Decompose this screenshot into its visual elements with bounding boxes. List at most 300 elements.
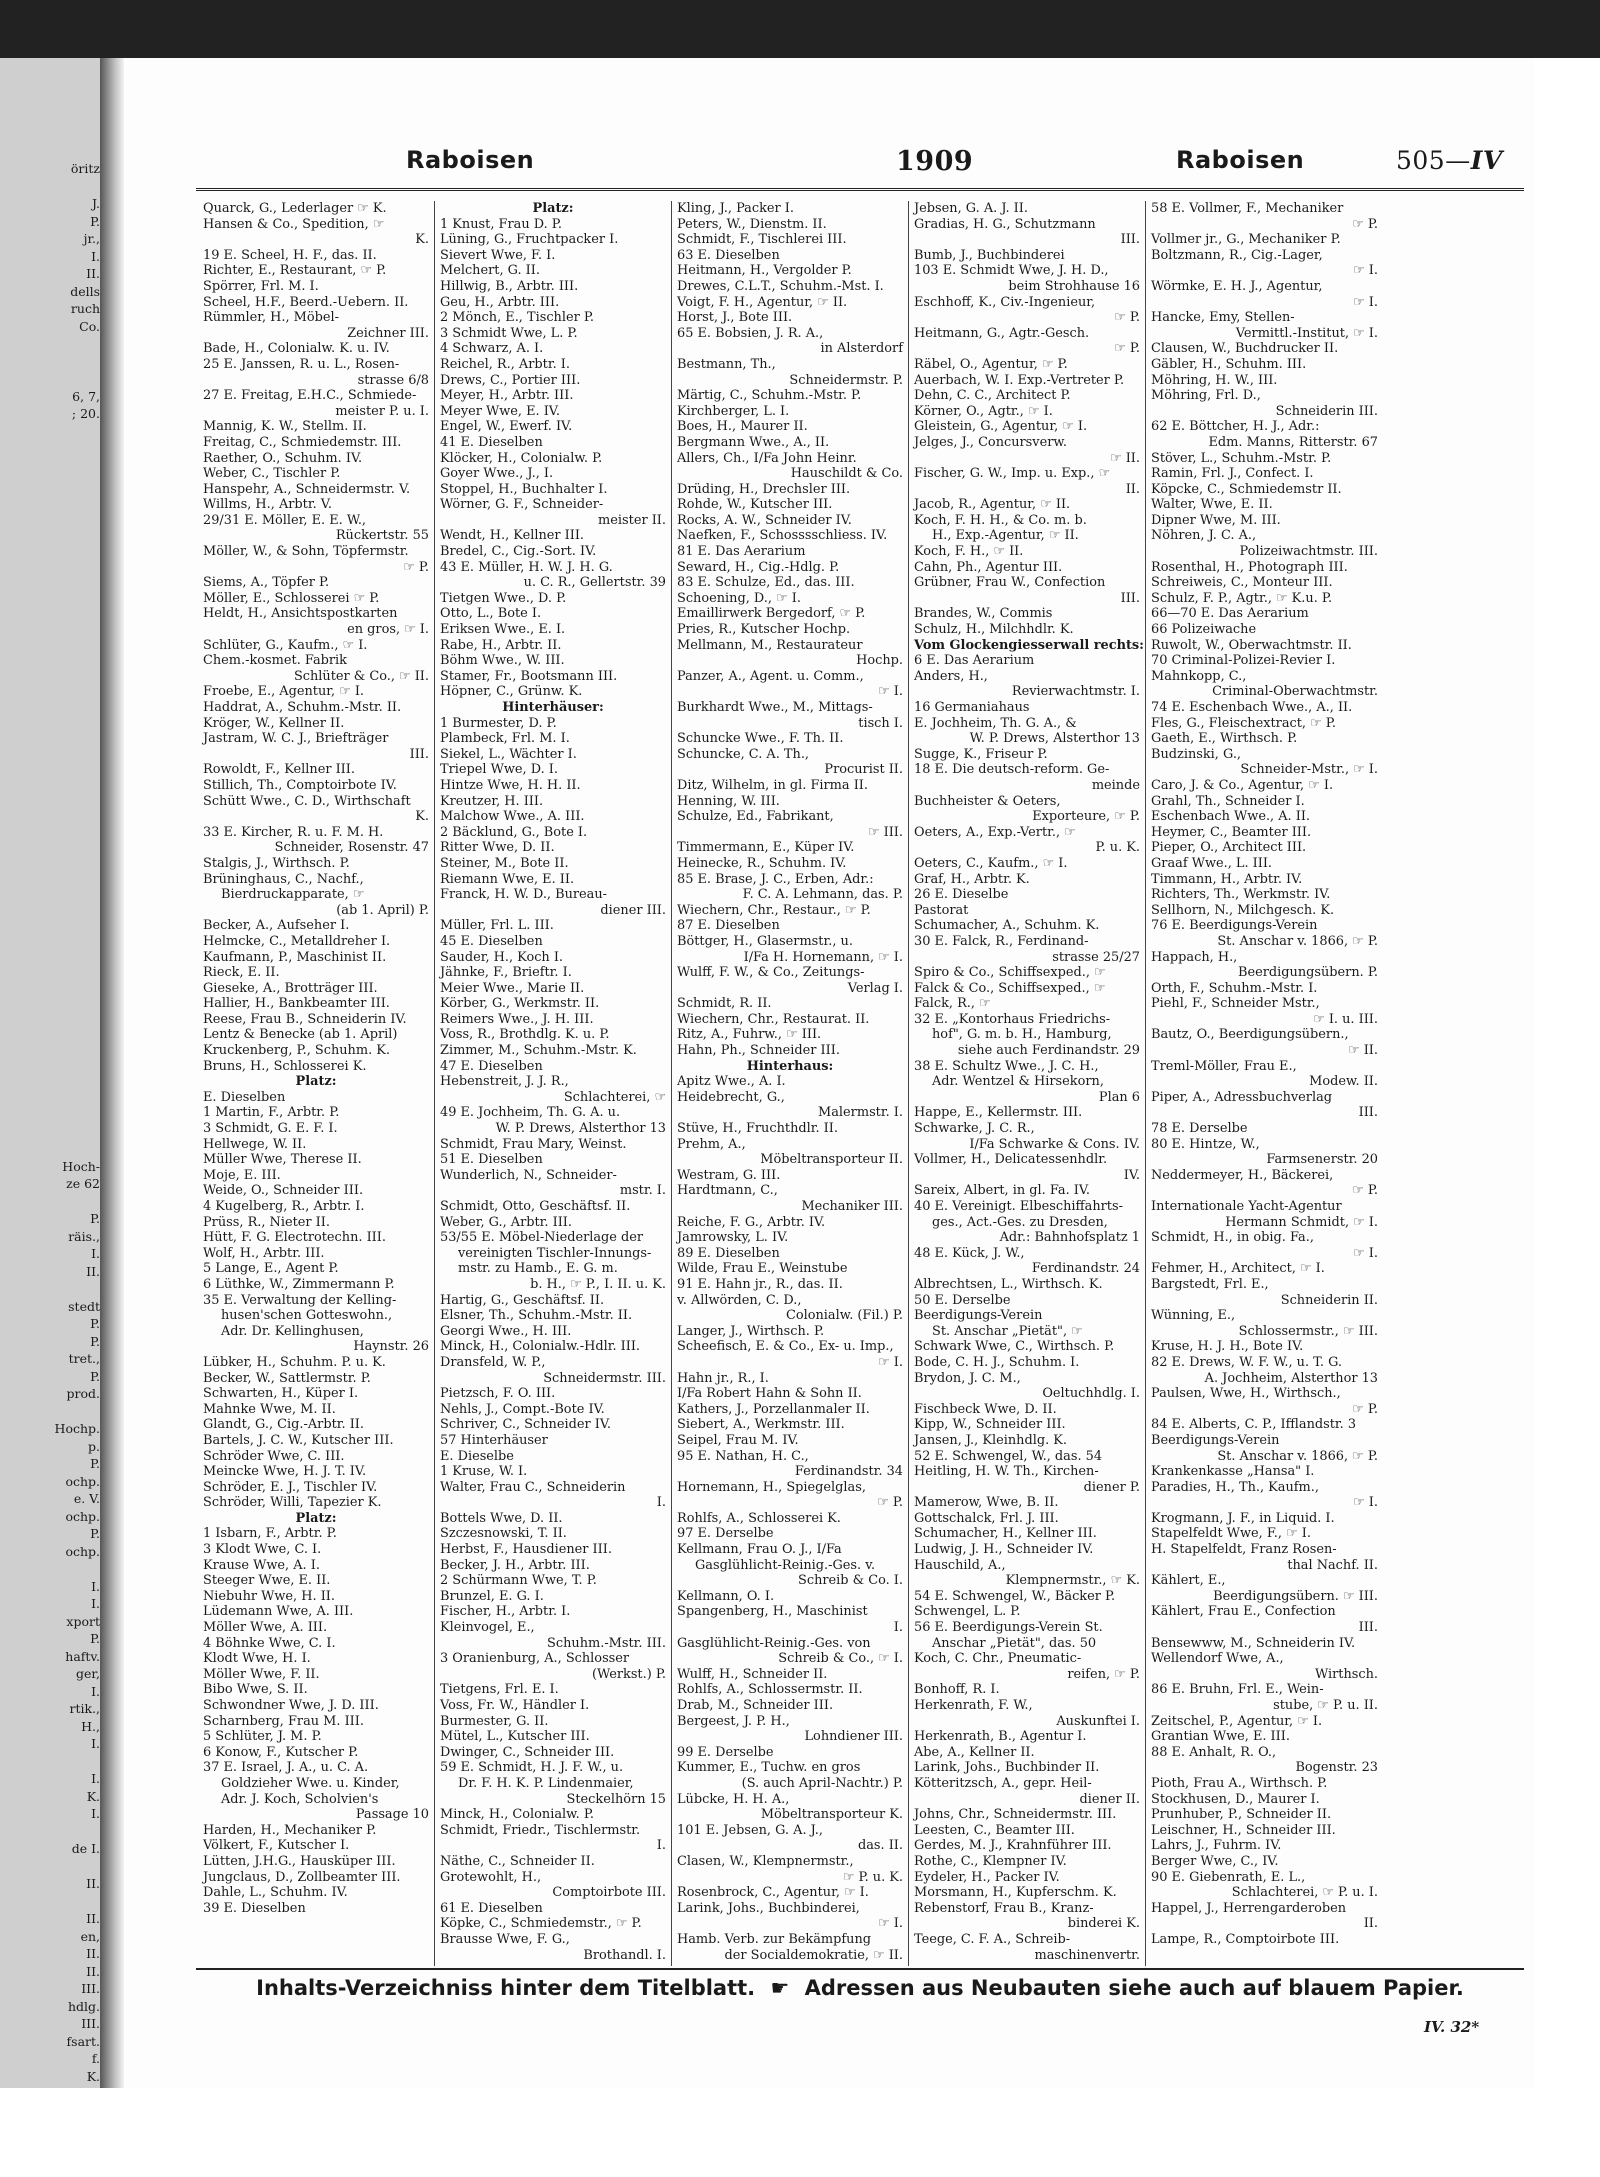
directory-entry: 97 E. Derselbe [677,1526,774,1542]
directory-entry: Zeitschel, P., Agentur, ☞ I. [1151,1713,1323,1729]
left-page-fragment: P. [90,1631,100,1646]
directory-entry: Wiechern, Chr., Restaur., ☞ P. [677,902,871,918]
directory-entry: 87 E. Dieselben [677,918,780,934]
directory-entry: I. [893,1620,903,1636]
directory-entry: ☞ I. [878,1354,903,1370]
directory-entry: Gradias, H. G., Schutzmann [914,216,1096,232]
left-page-fragment: III. [81,1981,100,1996]
left-page-fragment [0,895,104,913]
directory-entry: Internationale Yacht-Agentur [1151,1199,1342,1214]
directory-entry: Morsmann, H., Kupferschm. K. [914,1885,1117,1901]
left-page-fragment: ; 20. [71,406,100,421]
directory-entry: Oeters, A., Exp.-Vertr., ☞ [914,824,1076,840]
directory-entry: Bibo Wwe, S. II. [203,1682,308,1698]
directory-entry: b. H., ☞ P., I. II. u. K. [530,1276,666,1292]
directory-entry: Schlachterei, ☞ [563,1089,666,1105]
directory-entry: Spangenberg, H., Maschinist [677,1604,868,1620]
left-page-fragment: K. [86,2068,100,2084]
directory-entry: strasse 6/8 [357,372,429,388]
directory-entry: Schuhm.-Mstr. III. [547,1635,666,1651]
directory-entry: Bensewww, M., Schneiderin IV. [1151,1635,1356,1651]
left-page-fragment: P. [90,1333,100,1349]
directory-entry: 51 E. Dieselben [440,1152,543,1168]
left-page-fragment: J. [91,196,100,211]
directory-entry: Schulz, F. P., Agtr., ☞ K.u. P. [1151,590,1333,606]
directory-entry: ☞ P. [1352,1401,1378,1417]
directory-entry: 2 Bäcklund, G., Bote I. [440,824,588,840]
directory-entry: ☞ I. u. III. [1313,1011,1378,1027]
directory-entry: Voss, Fr. W., Händler I. [440,1698,590,1713]
directory-entry: Stockhusen, D., Maurer I. [1151,1791,1320,1807]
directory-entry: Schreib & Co. I. [798,1573,903,1589]
directory-entry: Weber, C., Tischler P. [203,466,341,482]
directory-entry: Falck, R., ☞ [914,996,991,1012]
directory-entry: I. [656,1838,666,1854]
left-page-fragment [0,598,104,616]
directory-entry: Haddrat, A., Schuhm.-Mstr. II. [203,700,402,715]
directory-entry: III. [1358,1620,1378,1636]
directory-entry: Pastorat [914,902,969,918]
directory-entry: 84 E. Alberts, C. P., Ifflandstr. 3 [1151,1417,1357,1433]
directory-entry: Seipel, Frau M. IV. [677,1432,799,1448]
directory-entry: Klodt Wwe, H. I. [203,1651,311,1667]
directory-entry: Brandes, W., Commis [914,606,1053,622]
directory-entry: Bredel, C., Cig.-Sort. IV. [440,544,597,560]
directory-entry: 32 E. „Kontorhaus Friedrichs- [914,1011,1111,1027]
left-page-fragment: en, [80,1928,100,1944]
directory-entry: Ditz, Wilhelm, in gl. Firma II. [677,777,868,793]
directory-entry: ☞ P. [877,1495,903,1511]
directory-entry: Drab, M., Schneider III. [677,1698,834,1713]
directory-entry: Quarck, G., Lederlager ☞ K. [203,201,387,216]
directory-entry: Wulff, F. W., & Co., Zeitungs- [677,965,865,981]
directory-entry: Schmidt, H., in obig. Fa., [1151,1230,1314,1246]
directory-entry: Gäbler, H., Schuhm. III. [1151,356,1307,372]
directory-entry: Rümmler, H., Möbel- [203,310,339,326]
directory-entry: Lütten, J.H.G., Hausküper III. [203,1853,396,1869]
left-page-fragment [0,808,104,826]
directory-entry: III. [1120,590,1140,606]
directory-entry: 1 Martin, F., Arbtr. P. [203,1105,340,1121]
directory-entry: Bargstedt, Frl. E., [1151,1276,1269,1292]
directory-entry: Mechaniker III. [801,1199,903,1214]
directory-entry: 63 E. Dieselben [677,247,780,263]
directory-entry: Eriksen Wwe., E. I. [440,622,566,638]
directory-entry: Graf, H., Arbtr. K. [914,871,1030,887]
directory-entry: Jacob, R., Agentur, ☞ II. [914,497,1071,513]
directory-entry: Jamrowsky, L. IV. [677,1230,789,1246]
directory-entry: ☞ I. [1353,294,1378,310]
directory-entry: Hahn jr., R., I. [677,1370,769,1386]
directory-entry: Bonhoff, R. I. [914,1682,1000,1698]
directory-entry: das. II. [857,1838,903,1854]
left-page-fragment: prod. [66,1386,100,1401]
directory-entry: Albrechtsen, L., Wirthsch. K. [914,1276,1103,1292]
directory-entry: Klempnermstr., ☞ K. [1005,1573,1140,1589]
left-page-fragment [0,860,104,878]
directory-entry: 59 E. Schmidt, H. J. F. W., u. [440,1760,624,1776]
directory-entry: Kählert, E., [1151,1573,1226,1589]
directory-entry: Lentz & Benecke (ab 1. April) [203,1027,398,1043]
directory-entry: Jansen, J., Kleinhdlg. K. [914,1432,1068,1448]
header-year: 1909 [896,146,974,177]
directory-entry: 103 E. Schmidt Wwe, J. H. D., [914,263,1109,279]
directory-entry: Möller Wwe, A. III. [203,1620,328,1636]
left-page-fragment [0,1035,104,1053]
directory-entry: Szczesnowski, T. II. [440,1526,567,1542]
left-page-fragment: tret., [68,1351,100,1366]
pointing-hand-icon: ☛ [770,1976,790,2000]
directory-entry: Lübcke, H. H. A., [677,1791,790,1807]
directory-entry: Verlag I. [847,980,903,996]
directory-entry: 3 Oranienburg, A., Schlosser [440,1651,630,1667]
directory-entry: Hahn, Ph., Schneider III. [677,1043,840,1059]
directory-entry: 66—70 E. Das Aerarium [1151,606,1309,622]
directory-entry: H., Exp.-Agentur, ☞ II. [932,528,1079,544]
directory-entry: Spiro & Co., Schiffsexped., ☞ [914,965,1106,981]
left-page-fragment: I. [91,1736,100,1751]
directory-entry: Grahl, Th., Schneider I. [1151,793,1305,809]
directory-entry: Treml-Möller, Frau E., [1151,1058,1297,1074]
directory-entry: Schwarke, J. C. R., [914,1121,1035,1137]
directory-entry: siehe auch Ferdinandstr. 29 [957,1043,1140,1059]
left-page-fragment [0,423,104,441]
directory-entry: Reichel, R., Arbtr. I. [440,356,570,372]
left-page-fragment: 6, 7, [72,388,100,404]
directory-entry: St. Anschar v. 1866, ☞ P. [1217,1448,1378,1464]
directory-entry: Bierdruckapparate, ☞ [221,887,365,903]
directory-entry: Fehmer, H., Architect, ☞ I. [1151,1261,1325,1277]
directory-entry: 6 Konow, F., Kutscher P. [203,1744,359,1760]
directory-entry: Minck, H., Colonialw.-Hdlr. III. [440,1339,641,1355]
directory-entry: Mütel, L., Kutscher III. [440,1729,590,1745]
directory-entry: 16 Germaniahaus [914,700,1030,715]
directory-entry: meister P. u. I. [335,403,429,419]
directory-entry: Jungclaus, D., Zollbeamter III. [203,1869,401,1885]
directory-entry: Schlüter, G., Kaufm., ☞ I. [203,637,368,653]
directory-entry: reifen, ☞ P. [1067,1666,1140,1682]
directory-entry: Pieper, O., Architect III. [1151,840,1307,856]
directory-entry: Dahle, L., Schuhm. IV. [203,1885,348,1901]
directory-entry: Farmsenerstr. 20 [1266,1152,1378,1168]
left-page-fragment [0,1403,104,1421]
directory-entry: Stöver, L., Schuhm.-Mstr. P. [1151,450,1332,466]
directory-entry: Harden, H., Mechaniker P. [203,1822,377,1838]
left-page-fragment: öritz [70,161,100,176]
directory-entry: Gerdes, M. J., Krahnführer III. [914,1838,1112,1854]
directory-entry: I. [656,1495,666,1511]
directory-entry: Larink, Johs., Buchbinder II. [914,1760,1100,1776]
left-page-fragment: I. [91,1596,100,1611]
directory-entry: Jähnke, F., Brieftr. I. [440,965,572,981]
directory-entry: Herbst, F., Hausdiener III. [440,1542,612,1558]
directory-entry: 3 Schmidt Wwe, L. P. [440,325,578,341]
directory-entry: Weber, G., Arbtr. III. [440,1214,572,1230]
left-page-fragment [0,1193,104,1211]
directory-entry: Walter, Frau C., Schneiderin [440,1479,626,1495]
directory-entry: Heitling, H. W. Th., Kirchen- [914,1464,1099,1480]
directory-entry: Schoening, D., ☞ I. [677,590,801,606]
directory-entry: Wörmke, E. H. J., Agentur, [1151,278,1323,294]
directory-entry: 45 E. Dieselben [440,933,543,949]
left-page-fragment [0,563,104,581]
directory-entry: Heldt, H., Ansichtspostkarten [203,606,398,622]
directory-entry: ☞ III. [867,824,903,840]
directory-entry: stube, ☞ P. u. II. [1273,1698,1378,1713]
directory-entry: Minck, H., Colonialw. P. [440,1807,594,1823]
directory-entry: Riemann Wwe, E. II. [440,871,575,887]
directory-entry: Möhring, Frl. D., [1151,388,1261,404]
directory-entry: 1 Burmester, D. P. [440,715,557,731]
directory-entry: Abe, A., Kellner II. [914,1744,1035,1760]
directory-entry: Ritz, A., Fuhrw., ☞ III. [677,1027,822,1043]
directory-entry: ☞ P. [1114,341,1140,357]
directory-entry: Burkhardt Wwe., M., Mittags- [677,700,873,715]
directory-entry: Polizeiwachtmstr. III. [1239,544,1378,560]
directory-entry: Orth, F., Schuhm.-Mstr. I. [1151,980,1318,996]
left-page-fragment: I. [91,1578,100,1594]
footer-rule [196,1968,1524,1970]
directory-entry: W. P. Drews, Alsterthor 13 [969,731,1140,747]
directory-entry: Freitag, C., Schmiedemstr. III. [203,434,402,450]
directory-entry: Steiner, M., Bote II. [440,855,569,871]
directory-entry: 33 E. Kircher, R. u. F. M. H. [203,824,384,840]
left-page-fragment: Hoch- [62,1158,100,1174]
directory-entry: Rowoldt, F., Kellner III. [203,762,355,778]
directory-entry: Koch, F. H. H., & Co. m. b. [914,512,1087,528]
directory-entry: Heidebrecht, G., [677,1089,785,1105]
directory-entry: ☞ I. [878,684,903,700]
directory-entry: Beerdigungsübern. P. [1238,965,1378,981]
directory-entry: Clausen, W., Buchdrucker II. [1151,341,1339,357]
directory-entry: Voss, R., Brothdlg. K. u. P. [440,1027,610,1043]
directory-entry: 27 E. Freitag, E.H.C., Schmiede- [203,388,417,404]
directory-entry: Eydeler, H., Packer IV. [914,1869,1060,1885]
directory-entry: 49 E. Jochheim, Th. G. A. u. [440,1105,621,1121]
directory-entry: Helmcke, C., Metalldreher I. [203,933,391,949]
directory-entry: Boes, H., Maurer II. [677,419,808,435]
directory-entry: Schmidt, R. II. [677,996,772,1012]
directory-entry: Berger Wwe, C., IV. [1151,1853,1279,1869]
directory-entry: Paradies, H., Th., Kaufm., [1151,1479,1319,1495]
left-page-fragment [0,703,104,721]
directory-entry: Hansen & Co., Spedition, ☞ [203,216,385,232]
directory-entry: Georgi Wwe., H. III. [440,1323,572,1339]
directory-entry: Criminal-Oberwachtmstr. [1212,684,1378,700]
directory-entry: Grübner, Frau W., Confection [914,575,1106,591]
left-page-fragment: haftv. [65,1648,100,1664]
directory-entry: u. C. R., Gellertstr. 39 [523,575,666,591]
directory-entry: Timmermann, E., Küper IV. [677,840,855,856]
left-page-fragment [0,948,104,966]
directory-entry: Kötteritzsch, A., gepr. Heil- [914,1775,1092,1791]
directory-entry: Möller, E., Schlosserei ☞ P. [203,590,380,606]
directory-entry: 80 E. Hintze, W., [1151,1136,1260,1152]
directory-entry: Bogenstr. 23 [1295,1760,1378,1776]
directory-entry: Gasglühlicht-Reinig.-Ges. v. [695,1557,876,1573]
directory-entry: 6 Lüthke, W., Zimmermann P. [203,1276,395,1292]
directory-entry: Nöhren, J. C. A., [1151,528,1257,544]
header-rule [196,188,1524,191]
directory-entry: Wunderlich, N., Schneider- [440,1167,617,1183]
directory-entry: Schneidermstr. III. [543,1370,666,1386]
left-page-fragment [0,1858,104,1876]
directory-entry: Rohlfs, A., Schlossermstr. II. [677,1682,863,1698]
directory-entry: 86 E. Bruhn, Frl. E., Wein- [1151,1682,1324,1698]
directory-entry: 38 E. Schultz Wwe., J. C. H., [914,1058,1099,1074]
header-page-number: 505—IV [1396,146,1503,175]
directory-entry: Bestmann, Th., [677,356,776,372]
scan-border-right [1534,58,1600,2088]
directory-entry: v. Allwörden, C. D., [677,1292,802,1308]
directory-entry: Schulz, H., Milchhdlr. K. [914,622,1074,638]
directory-entry: 3 Schmidt, G. E. F. I. [203,1121,338,1137]
left-page-fragment: II. [86,1963,100,1979]
directory-entry: Westram, G. III. [677,1167,781,1183]
directory-entry: 81 E. Das Aerarium [677,544,806,560]
directory-entry: Lampe, R., Comptoirbote III. [1151,1931,1340,1947]
directory-entry: Tietgens, Frl. E. I. [440,1682,559,1698]
directory-entry: der Socialdemokratie, ☞ II. [724,1947,903,1963]
section-heading: Hinterhaus: [746,1058,834,1074]
directory-entry: Bumb, J., Buchbinderei [914,247,1065,263]
directory-entry: Bottels Wwe, D. II. [440,1510,563,1526]
directory-entry: Möller, W., & Sohn, Töpfermstr. [203,544,409,560]
left-page-fragment [0,1123,104,1141]
directory-entry: 70 Criminal-Polizei-Revier I. [1151,653,1336,669]
directory-entry: Pioth, Frau A., Wirthsch. P. [1151,1775,1328,1791]
left-page-fragment: Hochp. [54,1421,100,1436]
directory-entry: 40 E. Vereinigt. Elbeschiffahrts- [914,1199,1123,1214]
left-page-edge [0,160,104,2084]
directory-entry: Reiche, F. G., Arbtr. IV. [677,1214,826,1230]
directory-entry: meister II. [598,512,666,528]
directory-entry: E. Dieselbe [440,1448,514,1464]
directory-entry: Gleistein, G., Agentur, ☞ I. [914,419,1088,435]
left-page-fragment [0,738,104,756]
directory-entry: Schneiderin II. [1280,1292,1378,1308]
directory-entry: Becker, A., Aufseher I. [203,918,350,934]
directory-entry: Drüding, H., Drechsler III. [677,481,851,497]
directory-entry: thal Nachf. II. [1287,1557,1378,1573]
directory-entry: Stoppel, H., Buchhalter I. [440,481,608,497]
directory-entry: Raether, O., Schuhm. IV. [203,450,363,466]
directory-entry: Hillwig, B., Arbtr. III. [440,278,579,294]
directory-entry: Auerbach, W. I. Exp.-Vertreter P. [914,372,1125,388]
directory-entry: Beerdigungs-Verein [914,1308,1043,1324]
left-page-fragment: I. [91,1246,100,1261]
directory-entry: Schumacher, H., Kellner III. [914,1526,1097,1542]
directory-entry: Fischbeck Wwe, D. II. [914,1401,1057,1417]
directory-entry: Schröder, E. J., Tischler IV. [203,1479,378,1495]
directory-entry: Sugge, K., Friseur P. [914,746,1048,762]
directory-entry: Meyer Wwe, E. IV. [440,403,560,419]
directory-entry: Schlüter & Co., ☞ II. [293,668,429,684]
directory-entry: Steckelhörn 15 [566,1791,666,1807]
left-page-fragment: III. [81,2016,100,2031]
directory-entry: Vollmer, H., Delicatessenhdlr. [914,1152,1108,1168]
directory-entry: Kirchberger, L. I. [677,403,790,419]
directory-entry: Bautz, O., Beerdigungsübern., [1151,1027,1349,1043]
directory-entry: Stüve, H., Fruchthdlr. II. [677,1121,838,1137]
left-page-fragment: II. [86,1911,100,1926]
directory-entry: 47 E. Dieselben [440,1058,543,1074]
directory-entry: Oeters, C., Kaufm., ☞ I. [914,855,1068,871]
section-heading: Vom Glockengiesserwall rechts: [914,637,1144,653]
directory-entry: Becker, W., Sattlermstr. P. [203,1370,371,1386]
directory-entry: 2 Mönch, E., Tischler P. [440,310,595,326]
directory-entry: Happe, E., Kellermstr. III. [914,1105,1083,1121]
directory-entry: Buchheister & Oeters, [914,793,1061,809]
left-page-fragment [0,1018,104,1036]
directory-entry: Böttger, H., Glasermstr., u. [677,933,853,949]
directory-entry: Dr. F. H. K. P. Lindenmaier, [458,1775,634,1791]
directory-entry: Brydon, J. C. M., [914,1370,1021,1386]
left-page-fragment [0,1753,104,1771]
directory-entry: Langer, J., Wirthsch. P. [677,1323,825,1339]
directory-entry: Adr. Dr. Kellinghusen, [221,1323,364,1339]
directory-entry: ☞ I. [1353,1245,1378,1261]
directory-entry: diener III. [600,902,666,918]
directory-entry: Rohde, W., Kutscher III. [677,497,833,513]
directory-entry: Schlachterei, ☞ P. u. I. [1231,1885,1378,1901]
directory-entry: 37 E. Israel, J. A., u. C. A. [203,1760,369,1776]
left-page-fragment [0,1088,104,1106]
directory-entry: ☞ I. [1353,1495,1378,1511]
left-page-fragment [0,335,104,353]
left-page-fragment [0,633,104,651]
directory-entry: 78 E. Derselbe [1151,1121,1248,1137]
directory-entry: Goldzieher Wwe. u. Kinder, [221,1775,400,1791]
directory-entry: Herkenrath, F. W., [914,1698,1033,1713]
directory-entry: Wörner, G. F., Schneider- [440,497,604,513]
directory-entry: Räbel, O., Agentur, ☞ P. [914,356,1068,372]
left-page-fragment: P. [90,213,100,229]
directory-entry: Rabe, H., Arbtr. II. [440,637,562,653]
directory-entry: 88 E. Anhalt, R. O., [1151,1744,1277,1760]
directory-entry: 1 Isbarn, F., Arbtr. P. [203,1526,337,1542]
directory-entry: Schriver, C., Schneider IV. [440,1417,611,1433]
directory-entry: Möller Wwe, F. II. [203,1666,320,1682]
directory-entry: Tietgen Wwe., D. P. [440,590,567,606]
directory-entry: Edm. Manns, Ritterstr. 67 [1208,434,1378,450]
directory-entry: Anschar „Pietät", das. 50 [932,1635,1097,1651]
directory-entry: 48 E. Kück, J. W., [914,1245,1025,1261]
left-page-fragment [0,650,104,668]
left-page-fragment: ochp. [65,1508,100,1524]
directory-entry: Dransfeld, W. P., [440,1354,546,1370]
directory-entry: II. [1363,1916,1378,1932]
left-page-fragment [0,843,104,861]
page-footer [196,1976,1524,2000]
left-page-fragment [0,720,104,738]
directory-entry: 18 E. Die deutsch-reform. Ge- [914,762,1110,778]
left-page-fragment [0,1140,104,1158]
directory-entry: 85 E. Brase, J. C., Erben, Adr.: [677,871,874,887]
directory-entry: Kummer, E., Tuchw. en gros [677,1760,861,1776]
directory-entry: Schneidermstr. P. [789,372,903,388]
left-page-fragment: II. [86,1876,100,1891]
left-page-fragment [0,965,104,983]
directory-entry: Fischer, H., Arbtr. I. [440,1604,571,1620]
directory-entry: Rothe, C., Klempner IV. [914,1853,1067,1869]
directory-entry: Rohlfs, A., Schlosserei K. [677,1510,841,1526]
directory-entry: Oeltuchhdlg. I. [1042,1386,1140,1402]
directory-entry: Burmester, G. II. [440,1713,549,1729]
directory-entry: St. Anschar v. 1866, ☞ P. [1217,933,1378,949]
directory-entry: Drewes, C.L.T., Schuhm.-Mst. I. [677,278,884,294]
directory-entry: Malchow Wwe., A. III. [440,809,585,825]
